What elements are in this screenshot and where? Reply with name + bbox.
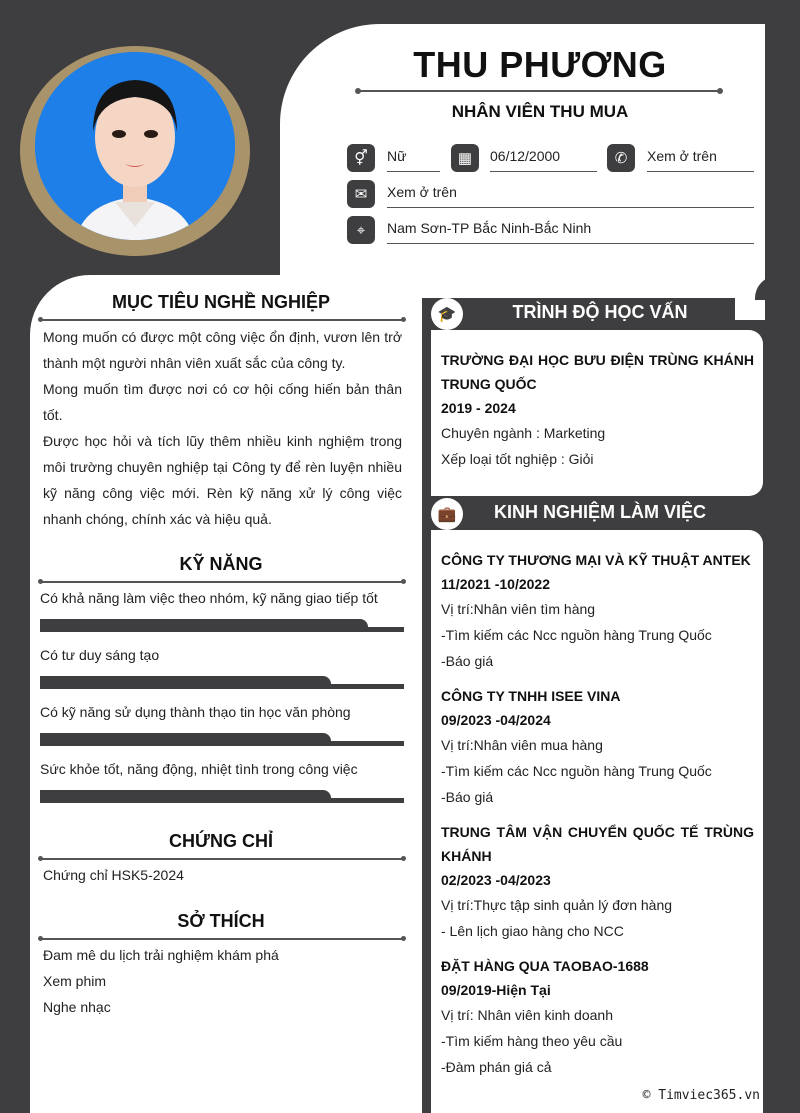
certificate-item: Chứng chỉ HSK5-2024	[43, 867, 184, 883]
experience-period: 09/2019-Hiện Tại	[441, 982, 551, 998]
experience-period: 02/2023 -04/2023	[441, 872, 551, 888]
watermark: © Timviec365.vn	[642, 1088, 760, 1103]
objective-paragraph: Mong muốn tìm được nơi có cơ hội cống hiến bản thân tốt.	[43, 381, 402, 423]
hobby-item: Xem phim	[43, 973, 107, 989]
experience-line: Vị trí:Thực tập sinh quản lý đơn hàng	[441, 897, 673, 913]
experience-item	[441, 820, 754, 944]
experience-line: Vị trí: Nhân viên kinh doanh	[441, 1007, 613, 1023]
experience-line: -Tìm kiếm hàng theo yêu cầu	[441, 1033, 623, 1049]
education-major: Chuyên ngành : Marketing	[441, 425, 606, 441]
experience-item	[441, 684, 754, 810]
certificates-title: CHỨNG CHỈ	[169, 831, 273, 851]
experience-list	[441, 548, 754, 1080]
experience-period: 09/2023 -04/2024	[441, 712, 551, 728]
experience-line: -Tìm kiếm các Ncc nguồn hàng Trung Quốc	[441, 763, 712, 779]
location-icon: ⌖	[347, 216, 375, 244]
education-period: 2019 - 2024	[441, 400, 516, 416]
objective-divider	[40, 319, 404, 321]
experience-company: TRUNG TÂM VẬN CHUYỂN QUỐC TẾ TRÙNG KHÁNH	[441, 824, 754, 864]
skill-bar	[40, 790, 331, 802]
briefcase-icon: 💼	[431, 498, 463, 530]
education-grade: Xếp loại tốt nghiệp : Giỏi	[441, 451, 594, 467]
objective-paragraph: Mong muốn có được một công việc ổn định, vươn lên trở thành một người nhân viên xuất sắc của công ty.	[43, 329, 402, 371]
experience-period: 11/2021 -10/2022	[441, 576, 550, 592]
avatar	[35, 52, 235, 240]
birthdate-field: 06/12/2000	[490, 145, 597, 172]
experience-line: Vị trí:Nhân viên tìm hàng	[441, 601, 596, 617]
education-school: TRƯỜNG ĐẠI HỌC BƯU ĐIỆN TRÙNG KHÁNH TRUNG QUỐC	[441, 352, 754, 392]
phone-icon: ✆	[607, 144, 635, 172]
hobbies-title: SỞ THÍCH	[177, 911, 265, 931]
hobbies-list	[43, 942, 402, 1020]
skill-label: Sức khỏe tốt, năng động, nhiệt tình trong công việc	[40, 761, 358, 777]
experience-company: ĐẶT HÀNG QUA TAOBAO-1688	[441, 958, 649, 974]
objective-paragraph: Được học hỏi và tích lũy thêm nhiều kinh nghiệm trong môi trường chuyên nghiệp tại Công ty để rèn luyện nhiều kỹ năng công việc mới. Rèn kỹ năng xử lý công việc nhanh chóng, chính xác và hiệu quả.	[43, 433, 402, 527]
gender-field: Nữ	[387, 145, 440, 172]
experience-line: -Tìm kiếm các Ncc nguồn hàng Trung Quốc	[441, 627, 712, 643]
experience-title: KINH NGHIỆM LÀM VIỆC	[493, 502, 706, 522]
name-divider	[358, 90, 720, 92]
hobby-item: Nghe nhạc	[43, 999, 111, 1015]
experience-line: -Báo giá	[441, 789, 494, 805]
job-title: NHÂN VIÊN THU MUA	[451, 102, 629, 121]
experience-line: -Báo giá	[441, 653, 494, 669]
experience-line: Vị trí:Nhân viên mua hàng	[441, 737, 603, 753]
experience-line: - Lên lịch giao hàng cho NCC	[441, 923, 624, 939]
certificates-divider	[40, 858, 404, 860]
hobbies-divider	[40, 938, 404, 940]
skill-bar	[40, 733, 331, 745]
calendar-icon: ▦	[451, 144, 479, 172]
objective-text	[43, 324, 402, 532]
graduation-cap-icon: 🎓	[431, 298, 463, 330]
address-field: Nam Sơn-TP Bắc Ninh-Bắc Ninh	[387, 217, 754, 244]
experience-item	[441, 548, 754, 674]
experience-item	[441, 954, 754, 1080]
phone-field: Xem ở trên	[647, 145, 754, 172]
email-field: Xem ở trên	[387, 181, 754, 208]
skill-label: Có kỹ năng sử dụng thành thạo tin học văn phòng	[40, 704, 351, 720]
education-block	[441, 348, 754, 472]
objective-title: MỤC TIÊU NGHỀ NGHIỆP	[111, 292, 330, 312]
experience-line: -Đàm phán giá cả	[441, 1059, 552, 1075]
experience-company: CÔNG TY THƯƠNG MẠI VÀ KỸ THUẬT ANTEK	[441, 552, 751, 568]
skill-bar	[40, 619, 368, 631]
hobby-item: Đam mê du lịch trải nghiệm khám phá	[43, 947, 279, 963]
skill-bar	[40, 676, 331, 688]
skill-label: Có khả năng làm việc theo nhóm, kỹ năng giao tiếp tốt	[40, 590, 378, 606]
education-title: TRÌNH ĐỘ HỌC VẤN	[512, 302, 688, 322]
skills-title: KỸ NĂNG	[179, 554, 263, 574]
candidate-name: THU PHƯƠNG	[413, 44, 667, 85]
skill-label: Có tư duy sáng tạo	[40, 647, 160, 663]
skills-divider	[40, 581, 404, 583]
email-icon: ✉	[347, 180, 375, 208]
gender-icon: ⚥	[347, 144, 375, 172]
experience-company: CÔNG TY TNHH ISEE VINA	[441, 688, 621, 704]
